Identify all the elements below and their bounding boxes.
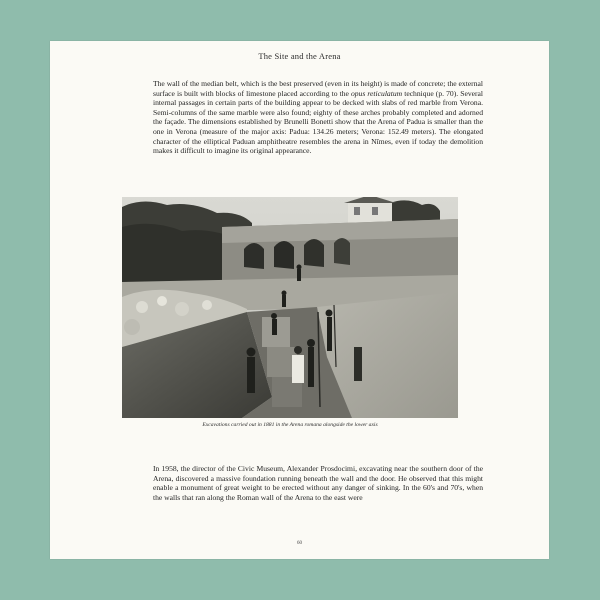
page-number: 60 [297,541,302,546]
running-head: The Site and the Arena [258,51,341,61]
book-page [50,41,549,559]
paragraph-1-italic: opus reticulatum [350,88,403,98]
photo-caption: Excavations carried out in 1881 in the Arena romana alongside the lower axis [202,422,378,428]
paragraph-1-text-b: technique (p. 70). Several internal passages in certain parts of the building appear to be decked with slabs of red marble from Verona. Semi-columns of the same marble were also found; eighty of these arches probably completed and adorned the façade. The dimensions established by Brunelli Bonetti show that the Arena of Padua is smaller than the one in Verona (measure of the major axis: Padua: 134.26 meters; Verona: 152.49 meters). The elongated character of the elliptical Paduan amphitheatre resembles the arena in Nîmes, even if today the demolition makes it difficult to imagine its original appearance. [153,88,483,156]
paragraph-1 [153,79,483,156]
paragraph-2: In 1958, the director of the Civic Museum, Alexander Prosdocimi, excavating near the southern door of the Arena, discovered a massive foundation running beneath the wall and the door. He observed that this might enable a monument of great weight to be erected without any danger of sinking. In the 60's and 70's, when the walls that ran along the Roman wall of the Arena to the east were [153,464,483,502]
excavation-photo [122,197,458,418]
paragraph-1-text-a: The wall of the median belt, which is the best preserved (even in its height) is made of concrete; the external surface is built with blocks of limestone placed according to the [153,79,483,98]
